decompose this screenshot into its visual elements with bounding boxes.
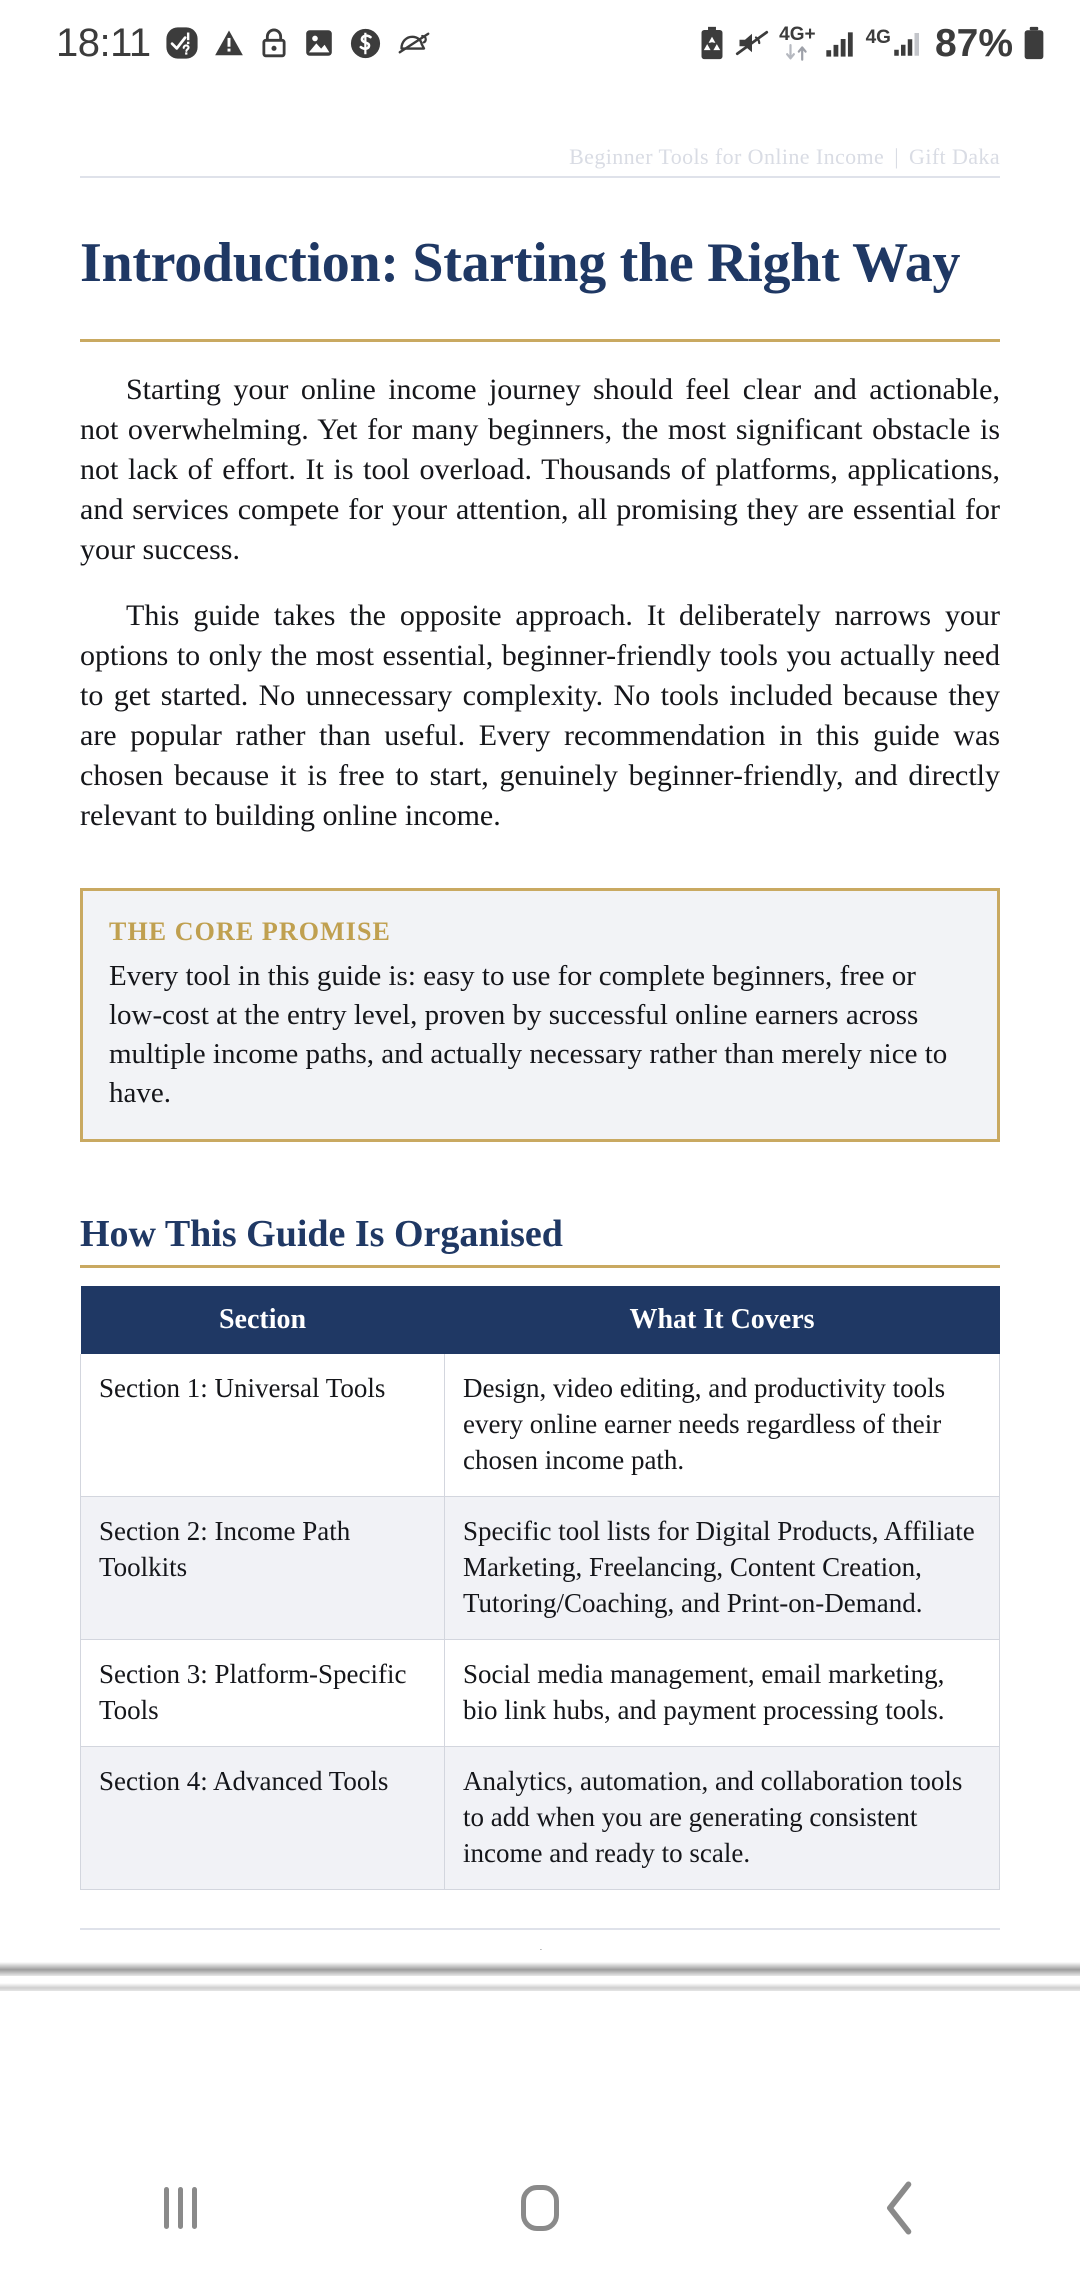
table-cell-covers: Social media management, email marketing, bio link hubs, and payment processing tools.	[445, 1639, 1000, 1746]
core-promise-callout	[80, 888, 1000, 1142]
running-header-author: Gift Daka	[909, 144, 1000, 169]
body-paragraph-2: This guide takes the opposite approach. It deliberately narrows your options to only the most essential, beginner-friendly tools you actually need to get started. No unnecessary complexity. No tools included because they are popular rather than useful. Every recommendation in this guide was chosen because it is free to start, genuinely beginner-friendly, and directly relevant to building online income.	[80, 598, 1000, 832]
image-icon	[303, 27, 335, 59]
warning-triangle-icon	[213, 27, 245, 59]
table-cell-section: Section 1: Universal Tools	[81, 1354, 445, 1497]
home-button[interactable]	[440, 2136, 640, 2280]
running-header	[80, 86, 1000, 178]
table-row	[81, 1496, 1000, 1639]
table-row	[81, 1639, 1000, 1746]
signal-bars-icon	[825, 28, 857, 58]
home-icon	[521, 2185, 559, 2231]
running-header-book-title: Beginner Tools for Online Income	[569, 144, 885, 169]
volume-muted-icon	[734, 28, 770, 58]
callout-title: THE CORE PROMISE	[109, 916, 391, 946]
document-viewport[interactable]	[0, 86, 1080, 2136]
callout-body: Every tool in this guide is: easy to use for complete beginners, free or low-cost at the entry level, proven by successful online earners across multiple income paths, and actually necessary rather than merely nice to have.	[109, 959, 948, 1109]
table-cell-section: Section 2: Income Path Toolkits	[81, 1496, 445, 1639]
table-cell-section: Section 3: Platform-Specific Tools	[81, 1639, 445, 1746]
table-header-row	[81, 1286, 1000, 1354]
battery-saver-icon	[699, 26, 725, 60]
table-header-covers: What It Covers	[445, 1286, 1000, 1354]
page-separator	[0, 1950, 1080, 2008]
guide-structure-table	[80, 1286, 1000, 1890]
battery-percent-label: 87%	[934, 21, 1013, 65]
table-cell-covers: Specific tool lists for Digital Products, Affiliate Marketing, Freelancing, Content Creation, Tutoring/Coaching, and Print-on-Demand.	[445, 1496, 1000, 1639]
back-button[interactable]	[800, 2136, 1000, 2280]
s-circle-icon	[349, 27, 382, 60]
lock-icon	[259, 27, 289, 59]
recents-button[interactable]	[80, 2136, 280, 2280]
document-page-1	[0, 86, 1080, 1950]
chapter-title: Introduction: Starting the Right Way	[80, 232, 961, 294]
table-header-section: Section	[81, 1286, 445, 1354]
network-type-label: 4G+	[779, 24, 816, 45]
section-heading-how-organised: How This Guide Is Organised	[80, 1212, 1000, 1268]
data-updown-arrows-icon	[784, 44, 810, 61]
status-bar	[0, 0, 1080, 86]
table-cell-covers: Analytics, automation, and collaboration tools to add when you are generating consistent income and ready to scale.	[445, 1746, 1000, 1889]
running-header-separator: |	[894, 144, 900, 169]
table-row	[81, 1354, 1000, 1497]
check-question-badge-icon	[165, 26, 199, 60]
title-gold-rule	[80, 339, 1000, 342]
back-chevron-icon	[883, 2181, 917, 2235]
network-type-secondary-label: 4G	[865, 27, 891, 48]
status-bar-right	[699, 21, 1046, 65]
mobile-data-arrows-icon	[779, 25, 815, 61]
table-cell-covers: Design, video editing, and productivity tools every online earner needs regardless of their chosen income path.	[445, 1354, 1000, 1497]
status-bar-left	[56, 23, 432, 63]
table-cell-section: Section 4: Advanced Tools	[81, 1746, 445, 1889]
battery-icon	[1022, 26, 1046, 60]
mute-bell-icon	[396, 28, 432, 58]
recents-icon	[164, 2187, 197, 2229]
table-row	[81, 1746, 1000, 1889]
android-navigation-bar	[0, 2136, 1080, 2280]
body-paragraph-1: Starting your online income journey should feel clear and actionable, not overwhelming. Yet for many beginners, the most significant obstacle is not lack of effort. It is tool overload. Thousands of platforms, applications, and services compete for your attention, all promising they are essential for your success.	[80, 372, 1000, 566]
signal-bars-secondary-icon	[866, 28, 923, 58]
status-clock: 18:11	[56, 21, 151, 65]
